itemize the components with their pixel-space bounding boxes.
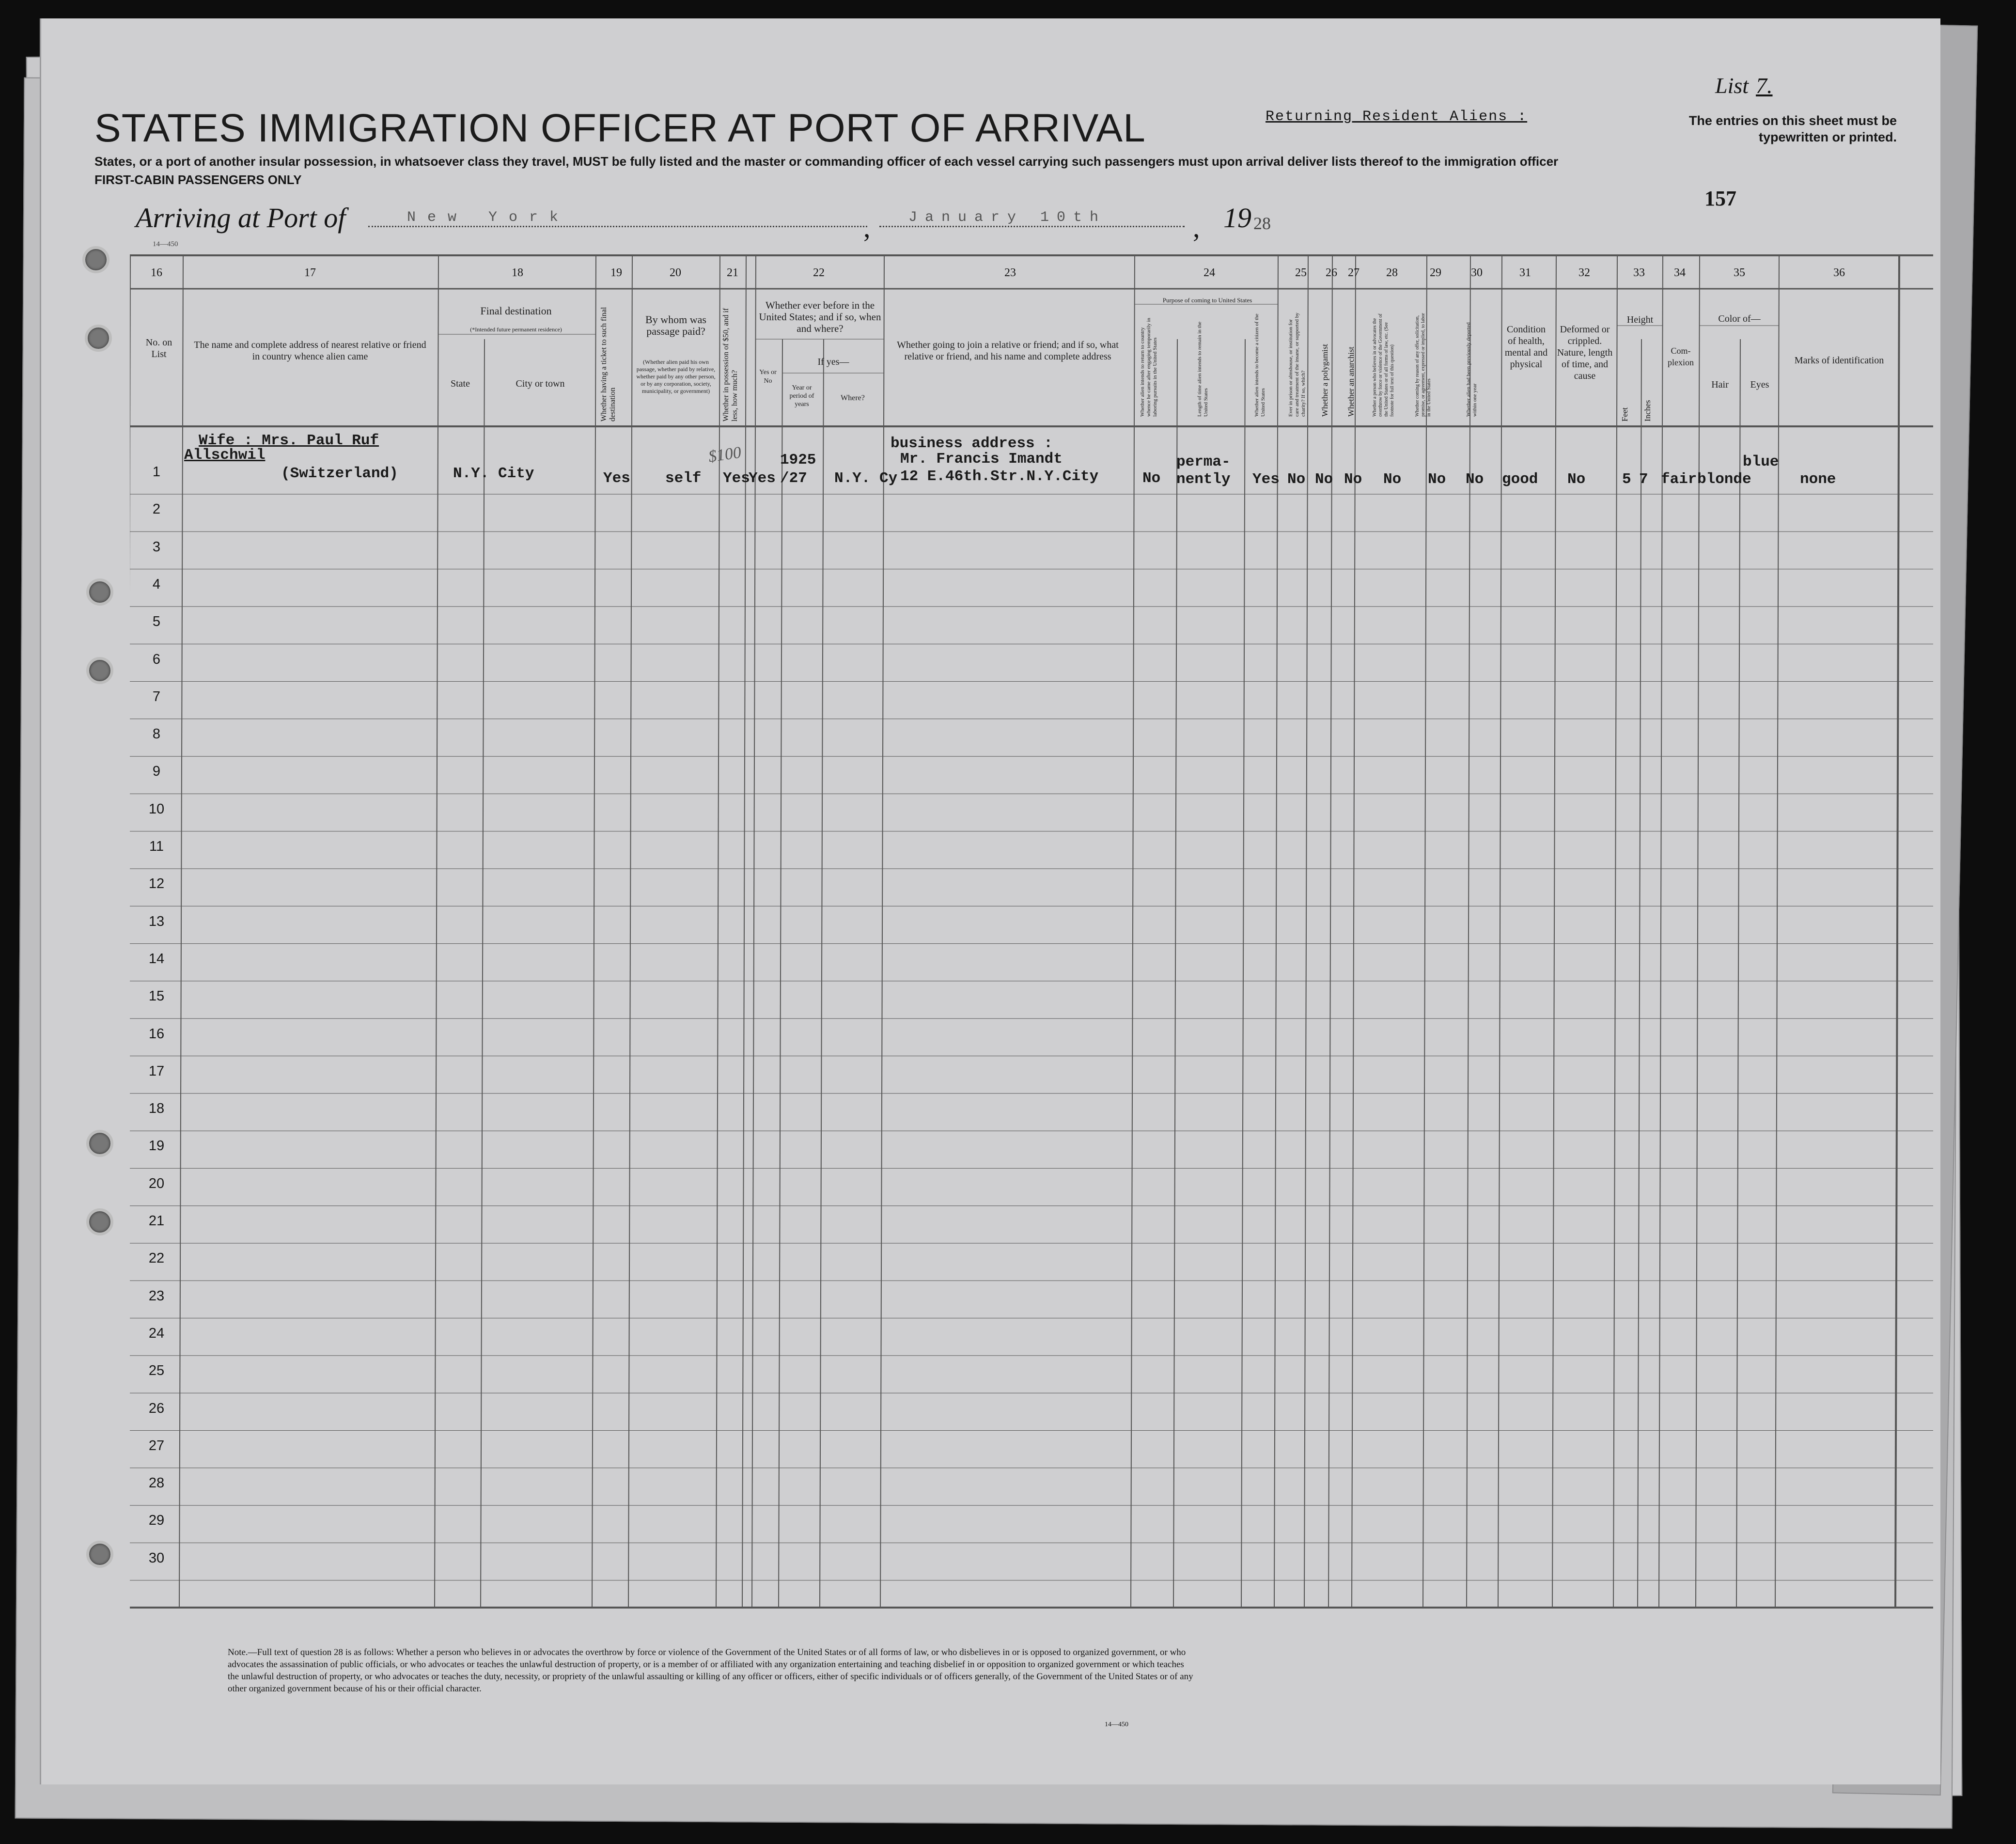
row-number: 26 [148, 1400, 165, 1416]
row-number: 17 [148, 1063, 165, 1079]
column-number: 16 [151, 266, 162, 279]
year-suffix: 28 [1253, 214, 1271, 233]
header-year: Year or period of years [789, 384, 814, 408]
header-hair: Hair [1711, 379, 1729, 390]
column-number: 36 [1833, 266, 1845, 279]
column-line [592, 255, 596, 1608]
comma: , [1193, 212, 1200, 243]
length-stay-line2: nently [1176, 471, 1231, 488]
page-number: 157 [1704, 187, 1736, 210]
row-number: 8 [152, 726, 161, 742]
height-feet: 5 [1622, 471, 1631, 488]
header-relative: The name and complete address of nearest relative or friend in country whence alien came [194, 340, 426, 362]
join-line-2: Mr. Francis Imandt [900, 451, 1063, 468]
header-anarchist: Whether an anarchist [1346, 346, 1356, 417]
column-number: 28 [1386, 266, 1398, 279]
binder-hole-icon [86, 1208, 113, 1235]
column-line [1131, 255, 1135, 1608]
column-line [1241, 339, 1245, 1608]
column-number: 22 [813, 266, 825, 279]
row-number: 20 [148, 1175, 165, 1191]
column-line [1498, 255, 1502, 1608]
before-in-us: Yes [749, 470, 776, 487]
column-line [1423, 255, 1427, 1608]
column-line [1467, 255, 1470, 1608]
row-number: 25 [148, 1363, 165, 1379]
join-line-1: business address : [891, 435, 1053, 452]
column-number: 35 [1734, 266, 1745, 279]
row-number: 1 [152, 464, 161, 480]
binder-hole-icon [86, 1130, 113, 1157]
footnote: Note.—Full text of question 28 is as follows: Whether a person who believes in or advocates the overthrow by force or violence of the Government of the United States or of all forms of law, or who disbelieves in or is opposed to organized government, or who advocates the assassination of public officials, or who advocates or teaches the unlawful destruction of property, or is a member of or affiliated with any organization entertaining and teaching disbelief in or opposition to organized government or which teaches the unlawful destruction of property, or who advocates or teaches the duty, necessity, or propriety of the unlawful assaulting or killing of any officer or officers, either of specific individuals or of officers generally, of the Government of the United States or of any other organized government because of his or their official character. [228, 1647, 1193, 1694]
column-line [435, 255, 438, 1608]
column-number: 24 [1203, 266, 1215, 279]
arrival-date: January 10th [879, 209, 1185, 227]
header-labor-offer: Whether coming by reason of any offer, solicitation, promise, or agreement, expressed or implied, to labor in the United States [1415, 313, 1432, 417]
citizen-answer: Yes [1252, 471, 1280, 488]
length-stay-line1: perma- [1176, 453, 1231, 470]
row-number: 3 [152, 539, 161, 555]
binder-hole-icon [86, 657, 113, 684]
column-line [742, 255, 746, 1608]
column-number: 21 [727, 266, 738, 279]
row-number: 23 [148, 1288, 165, 1304]
footer-form-code: 14—450 [1105, 1721, 1128, 1728]
header-complexion: Com-plexion [1668, 346, 1694, 367]
header-marks: Marks of identification [1794, 355, 1884, 366]
row-number: 5 [152, 614, 161, 630]
list-category: Returning Resident Aliens : [1266, 109, 1528, 125]
header-if-yes: If yes— [817, 357, 849, 367]
row-number: 12 [148, 876, 165, 892]
column-number: 20 [670, 266, 681, 279]
ticket-answer: Yes [603, 470, 630, 487]
column-number: 27 [1348, 266, 1360, 279]
header-fifty-dollars: Whether in possession of $50, and if less, how much? [722, 308, 739, 422]
header-health: Condition of health, mental and physical [1504, 324, 1548, 370]
header-yes-no: Yes or No [759, 369, 777, 385]
marks-answer: none [1800, 471, 1836, 488]
header-inches: Inches [1643, 400, 1652, 422]
hair-color: blonde [1697, 471, 1751, 488]
header-deported: Whether alien had been previously deported within one year [1466, 322, 1478, 417]
header-passage-note: (Whether alien paid his own passage, whether paid by relative, whether paid by any other person, or by any corporation, society, municipality, or government) [636, 359, 716, 394]
row-number: 6 [152, 651, 161, 667]
column-number: 31 [1519, 266, 1531, 279]
column-line [1304, 255, 1308, 1608]
column-number: 34 [1674, 266, 1686, 279]
row-number: 29 [148, 1513, 165, 1529]
comma: , [863, 212, 871, 243]
header-deformed: Deformed or crippled. Nature, length of time, and cause [1557, 324, 1613, 381]
class-line: FIRST-CABIN PASSENGERS ONLY [94, 172, 302, 187]
instruction-text: The entries on this sheet must be typewritten or printed. [1688, 113, 1897, 144]
row-number: 2 [152, 501, 161, 517]
row-number: 10 [148, 801, 165, 817]
column-number: 29 [1430, 266, 1441, 279]
header-overthrow: Whether a person who believes in or advocates the overthrow by force or violence of the Government of the United States or of all forms of law, etc. (See footnote for full text of this question) [1372, 313, 1395, 417]
complexion-answer: fair [1661, 471, 1697, 488]
column-number: 32 [1578, 266, 1590, 279]
header-final-destination: Final destination [480, 305, 552, 317]
column-number: 17 [304, 266, 316, 279]
header-feet: Feet [1620, 407, 1629, 422]
possession-fifty: Yes [723, 470, 750, 487]
header-no-on-list: No. on List [145, 337, 172, 359]
binder-hole-icon [86, 578, 113, 606]
binder-hole-icon [86, 1541, 113, 1568]
column-line [779, 339, 782, 1608]
row-number: 18 [148, 1101, 165, 1117]
deformed-answer: No [1567, 471, 1586, 488]
header-city: City or town [516, 378, 565, 389]
row-number: 27 [148, 1438, 165, 1453]
binder-hole-icon [82, 246, 109, 273]
binder-hole-icon [85, 325, 112, 352]
deported-answer: No [1466, 471, 1484, 488]
column-number: 33 [1633, 266, 1645, 279]
column-line [1696, 255, 1700, 1608]
before-year: 1925 [780, 452, 816, 469]
prison-answer: No [1287, 471, 1306, 488]
column-number: 25 [1295, 266, 1307, 279]
row-number: 24 [148, 1325, 165, 1341]
header-height: Height [1626, 314, 1654, 325]
polygamist-answer: No [1315, 471, 1333, 488]
row-number: 30 [148, 1550, 165, 1566]
column-number: 19 [610, 266, 622, 279]
header-join-relative: Whether going to join a relative or friend; and if so, what relative or friend, and his name and complete address [897, 340, 1119, 362]
height-inches: 7 [1639, 471, 1648, 488]
row-number: 21 [148, 1213, 165, 1229]
column-line [1274, 255, 1278, 1608]
page-title: STATES IMMIGRATION OFFICER AT PORT OF ARRIVAL [94, 106, 1146, 150]
header-final-destination-note: (*Intended future permanent residence) [470, 326, 562, 333]
row-number: 11 [149, 839, 164, 854]
row-number: 14 [148, 951, 165, 967]
passage-paid-by: self [665, 470, 702, 487]
arriving-label: Arriving at Port of [136, 202, 346, 234]
anarchist-answer: No [1344, 471, 1362, 488]
column-line [880, 255, 884, 1608]
labor-offer-answer: No [1428, 471, 1446, 488]
row-number: 15 [148, 988, 165, 1004]
before-where: N.Y. Cy [834, 470, 898, 487]
destination-city: N.Y. City [453, 465, 534, 482]
column-line [628, 255, 632, 1608]
header-become-citizen: Whether alien intends to become a citizen of the United States [1254, 313, 1266, 417]
before-year-end: /27 [780, 470, 807, 487]
column-line [1659, 255, 1663, 1608]
row-number: 4 [152, 576, 161, 592]
column-line [1638, 339, 1641, 1608]
header-return-temp: Whether alien intends to return to country whence he came after engaging temporarily in laboring pursuits in the United States [1140, 317, 1158, 417]
intro-line: States, or a port of another insular possession, in whatsoever class they travel, MUST be fully listed and the master or commanding officer of each vessel carrying such passengers must upon arrival deliver lists thereof to the immigration officer [94, 154, 1559, 169]
row-number: 22 [148, 1250, 165, 1266]
relative-town: Allschwil [184, 447, 266, 464]
eye-color: blue [1743, 453, 1779, 470]
row-number: 28 [148, 1475, 165, 1491]
header-polygamist: Whether a polygamist [1320, 344, 1329, 417]
column-line [820, 339, 824, 1608]
header-before-in-us: Whether ever before in the United States; and if so, when and where? [759, 299, 881, 334]
header-color-of: Color of— [1718, 313, 1761, 324]
row-number: 16 [148, 1026, 165, 1042]
column-line [1552, 255, 1556, 1608]
return-temp-answer: No [1142, 470, 1161, 487]
join-line-3: 12 E.46th.Str.N.Y.City [900, 468, 1099, 485]
list-label: List [1715, 73, 1749, 98]
header-ticket: Whether having a ticket to such final destination [600, 307, 617, 422]
header-state: State [451, 378, 470, 389]
row-number: 7 [152, 688, 161, 704]
relative-name: Wife : Mrs. Paul Ruf [199, 432, 379, 449]
handwritten-amount: $100 [707, 443, 743, 466]
column-line [1613, 255, 1617, 1608]
header-passage-paid: By whom was passage paid? [645, 313, 706, 337]
header-purpose: Purpose of coming to United States [1162, 297, 1252, 304]
column-line [1173, 339, 1177, 1608]
column-number: 18 [512, 266, 523, 279]
column-number: 26 [1326, 266, 1337, 279]
arrival-port: New York [368, 209, 867, 227]
relative-country: (Switzerland) [281, 465, 398, 482]
list-value: 7. [1756, 73, 1773, 98]
column-number: 30 [1471, 266, 1483, 279]
overthrow-answer: No [1383, 471, 1402, 488]
form-code: 14—450 [153, 240, 178, 248]
row-number: 13 [148, 913, 165, 929]
column-line [481, 339, 484, 1608]
row-number: 19 [148, 1138, 165, 1154]
row-number: 9 [152, 764, 161, 780]
header-length-stay: Length of time alien intends to remain in the United States [1197, 321, 1209, 417]
health-answer: good [1502, 471, 1538, 488]
header-prison: Ever in prison or almshouse, or institution for care and treatment of the insane, or supported by charity? If so, which? [1288, 313, 1306, 417]
column-line [752, 255, 756, 1608]
column-number: 23 [1004, 266, 1016, 279]
column-line [1895, 255, 1899, 1608]
column-line [1352, 255, 1356, 1608]
header-eyes: Eyes [1750, 379, 1769, 390]
header-where: Where? [841, 394, 865, 402]
column-line [1736, 339, 1740, 1608]
year-prefix: 19 [1223, 202, 1251, 234]
column-line [1328, 255, 1332, 1608]
